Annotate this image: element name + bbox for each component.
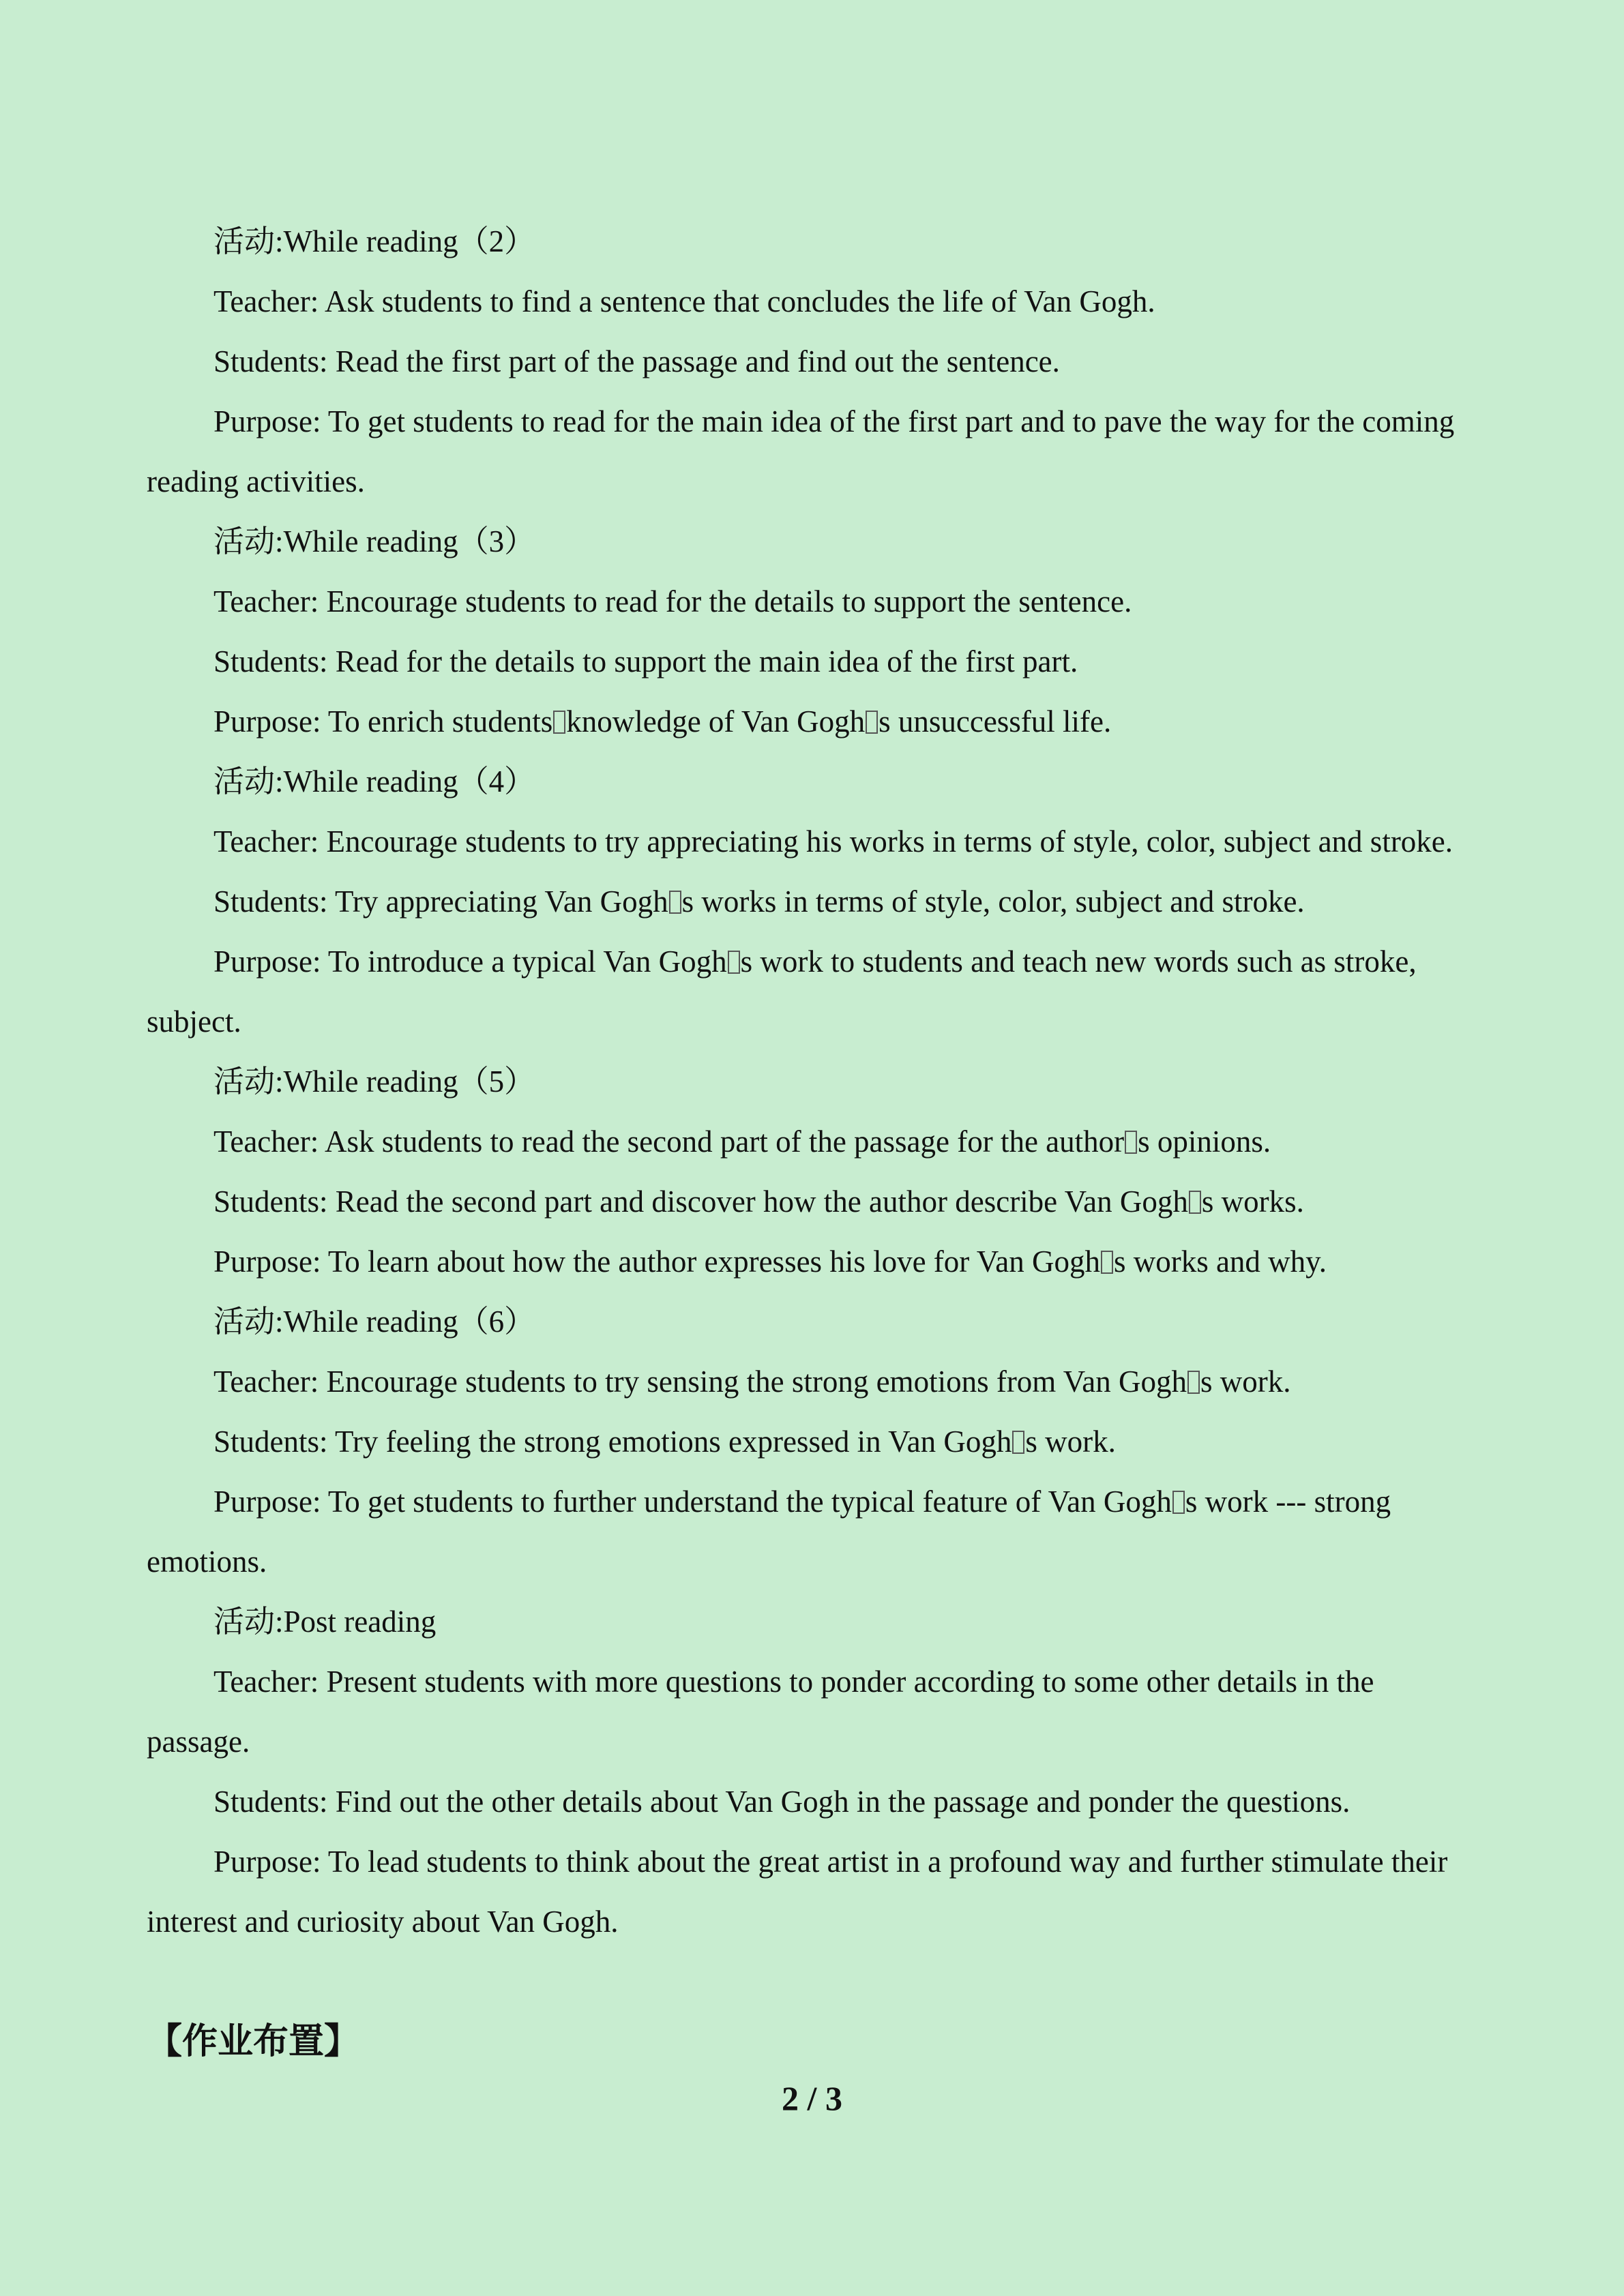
paragraph: Students: Read the second part and discover how the author describe Van Gogh s works.	[213, 1184, 1304, 1219]
paragraph: 活动:While reading（3）	[213, 524, 535, 558]
paragraph: 活动:While reading（2）	[213, 224, 535, 258]
paragraph: Students: Read the first part of the passage and find out the sentence.	[213, 344, 1060, 378]
missing-glyph-box	[669, 891, 681, 914]
paragraph: 活动:While reading（6）	[213, 1304, 535, 1339]
paragraph: Students: Try appreciating Van Gogh s works in terms of style, color, subject and stroke.	[213, 884, 1305, 919]
paragraph: Teacher: Encourage students to try appreciating his works in terms of style, color, subject and stroke.	[213, 824, 1453, 859]
paragraph: Purpose: To get students to read for the main idea of the first part and to pave the way for the coming reading activities.	[147, 404, 1455, 498]
paragraph: Students: Read for the details to support the main idea of the first part.	[213, 644, 1078, 679]
paragraph: Purpose: To enrich students knowledge of Van Gogh s unsuccessful life.	[213, 704, 1112, 739]
missing-glyph-box	[1101, 1251, 1113, 1274]
paragraph: Students: Find out the other details about Van Gogh in the passage and ponder the questions.	[213, 1785, 1350, 1819]
paragraph: Teacher: Encourage students to try sensing the strong emotions from Van Gogh s work.	[213, 1365, 1291, 1399]
paragraph: Teacher: Ask students to find a sentence that concludes the life of Van Gogh.	[213, 284, 1155, 318]
missing-glyph-box	[866, 711, 878, 734]
missing-glyph-box	[1172, 1491, 1185, 1514]
paragraph: 活动:Post reading	[213, 1605, 437, 1639]
missing-glyph-box	[1125, 1131, 1137, 1154]
paragraph: Teacher: Encourage students to read for the details to support the sentence.	[213, 584, 1132, 618]
paragraph: Purpose: To lead students to think about the great artist in a profound way and further stimulate their interest and curiosity about Van Gogh.	[147, 1845, 1448, 1939]
paragraph: 活动:While reading（5）	[213, 1064, 535, 1099]
section-heading: 【作业布置】	[147, 2021, 360, 2062]
missing-glyph-box	[1012, 1431, 1024, 1454]
paragraph: 活动:While reading（4）	[213, 764, 535, 799]
paragraph: Purpose: To introduce a typical Van Gogh s work to students and teach new words such as stroke, subject.	[147, 944, 1417, 1039]
missing-glyph-box	[553, 711, 565, 734]
paragraph: Teacher: Ask students to read the second part of the passage for the author s opinions.	[213, 1124, 1271, 1159]
missing-glyph-box	[1187, 1371, 1200, 1394]
document-body	[147, 211, 1477, 1952]
missing-glyph-box	[1189, 1191, 1201, 1214]
paragraph: Purpose: To learn about how the author expresses his love for Van Gogh s works and why.	[213, 1244, 1327, 1279]
page-number: 2 / 3	[782, 2079, 842, 2117]
missing-glyph-box	[728, 951, 740, 974]
paragraph: Students: Try feeling the strong emotions expressed in Van Gogh s work.	[213, 1425, 1116, 1459]
paragraph: Teacher: Present students with more questions to ponder according to some other details in the passage.	[147, 1665, 1374, 1759]
paragraph: Purpose: To get students to further understand the typical feature of Van Gogh s work --- strong emotions.	[147, 1485, 1391, 1579]
